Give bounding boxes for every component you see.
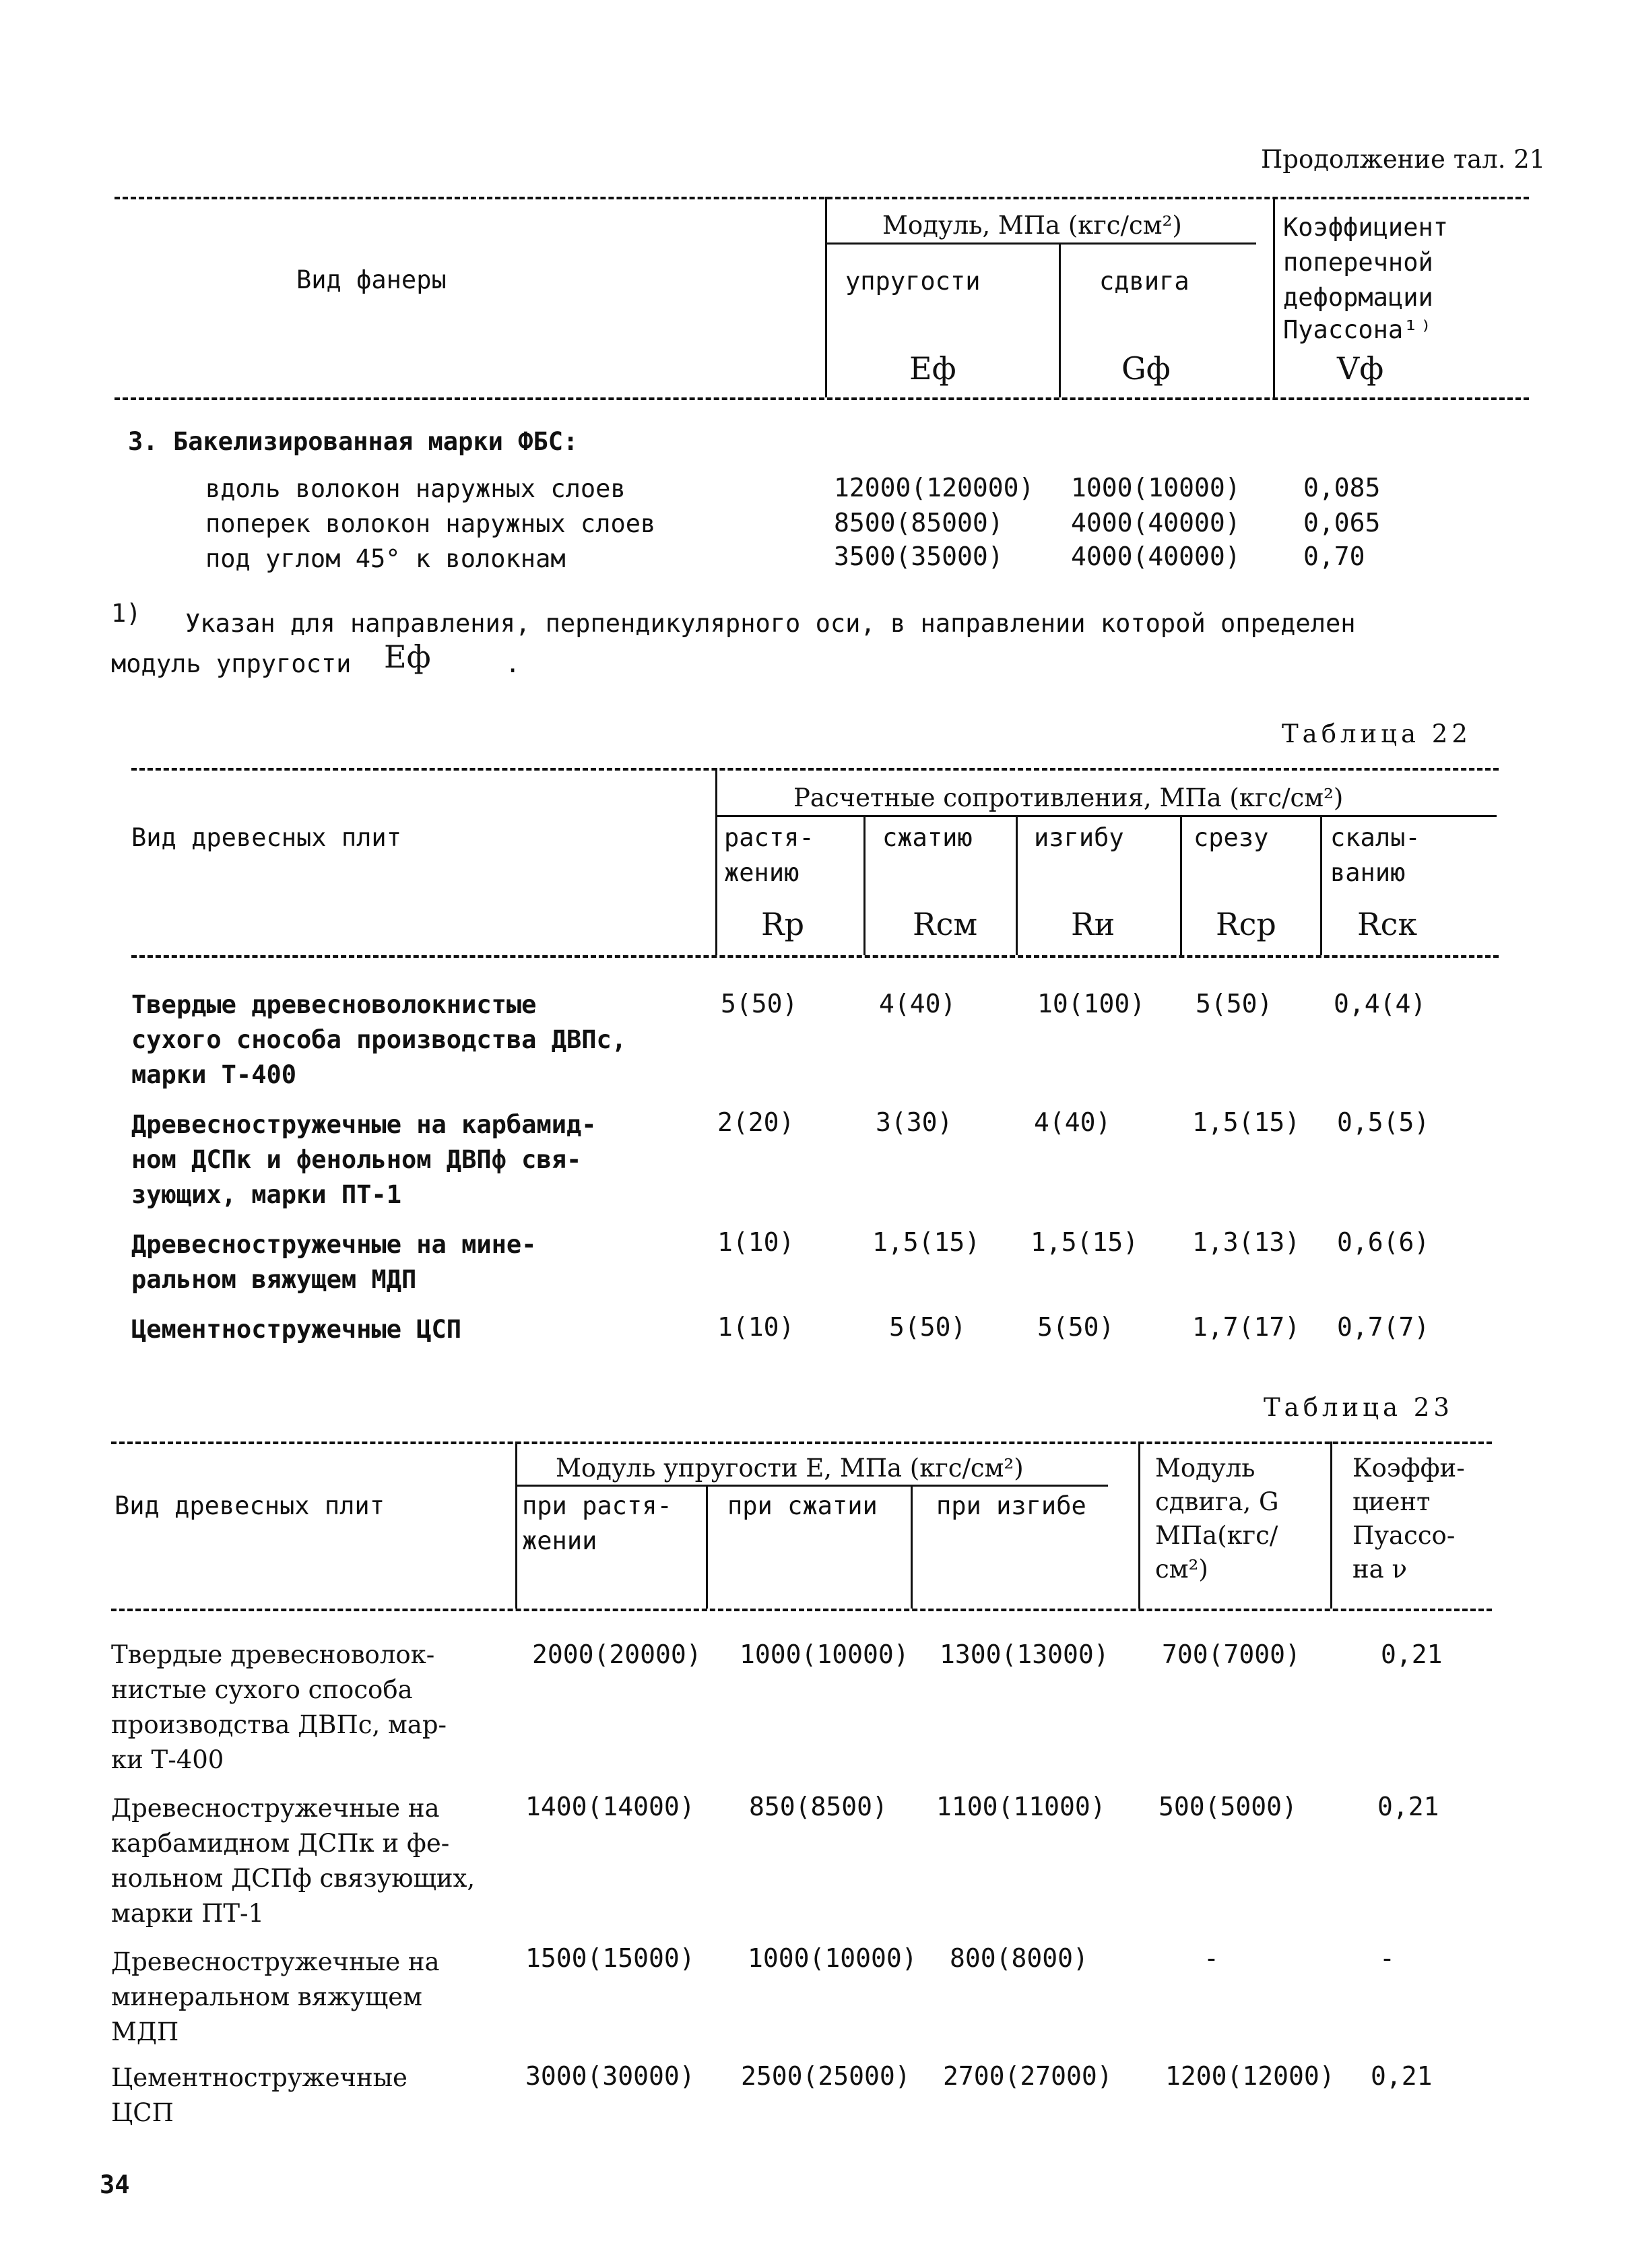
row-label: Твердые древесноволок- [111, 1640, 435, 1669]
table22-sub-bending: изгибу [1034, 823, 1124, 852]
cell-elastic: 8500(85000) [834, 508, 1004, 538]
cell-poisson: 0,70 [1303, 542, 1365, 571]
row-label: Древесностружечные на [111, 1947, 440, 1976]
cell-value: 1,3(13) [1192, 1227, 1301, 1257]
table22-group-rule [715, 815, 1497, 817]
table23-header-bottom-rule [111, 1609, 1492, 1611]
cell-value: 5(50) [721, 989, 798, 1018]
footnote-sym: Eф [384, 639, 431, 675]
cell-shear: 1000(10000) [1071, 473, 1241, 503]
row-label: Древесностружечные на [111, 1794, 440, 1823]
cell-poisson: 0,065 [1303, 508, 1381, 538]
cell-value: 800(8000) [950, 1943, 1088, 1973]
row-label: поперек волокон наружных слоев [205, 509, 656, 538]
table21-top-rule [115, 197, 1529, 199]
cell-value: 4(40) [1034, 1107, 1111, 1137]
cell-value: 1(10) [717, 1312, 795, 1342]
table21-col-elastic: упругости [845, 267, 981, 296]
table21-col-shear: сдвига [1099, 267, 1189, 296]
cell-value: 5(50) [1196, 989, 1273, 1018]
row-label: МДП [111, 2017, 179, 2046]
row-label: Твердые древесноволокнистые [131, 990, 537, 1019]
row-label: марки ПТ-1 [111, 1899, 265, 1928]
row-label: Цементностружечные [111, 2063, 407, 2092]
cell-value: 2000(20000) [532, 1640, 702, 1669]
cell-value: 1400(14000) [525, 1792, 695, 1821]
cell-value: 0,21 [1381, 1640, 1443, 1669]
cell-value: - [1379, 1943, 1395, 1973]
cell-value: 2500(25000) [741, 2061, 911, 2091]
table22-title: Таблица 22 [1282, 719, 1472, 748]
table22-vline-3 [1016, 816, 1018, 955]
table23-col-shear-2: сдвига, G [1155, 1487, 1279, 1516]
cell-shear: 4000(40000) [1071, 542, 1241, 571]
row-label: нистые сухого способа [111, 1675, 413, 1704]
cell-value: 3(30) [876, 1107, 953, 1137]
table21-header-bottom-rule [115, 397, 1529, 400]
row-label: нольном ДСПф связующих, [111, 1864, 476, 1893]
cell-value: 0,4(4) [1334, 989, 1427, 1018]
table23-col-poisson-2: циент [1352, 1487, 1431, 1516]
table22-vline-1 [715, 768, 717, 955]
table23-col-type: Вид древесных плит [115, 1491, 385, 1520]
row-label: вдоль волокон наружных слоев [205, 474, 626, 503]
cell-value: 0,7(7) [1337, 1312, 1430, 1342]
table21-sym-v: Vф [1337, 350, 1384, 387]
table23-col-shear-1: Модуль [1155, 1454, 1255, 1483]
cell-value: 1,7(17) [1192, 1312, 1301, 1342]
table22-sym-r-sr: Rср [1216, 906, 1276, 942]
table22-sym-r-i: Rи [1071, 906, 1115, 942]
table21-vline-2 [1059, 244, 1061, 397]
table22-header-bottom-rule [131, 955, 1499, 958]
table23-col-shear-3: МПа(кгс/ [1155, 1521, 1278, 1550]
row-label: минеральном вяжущем [111, 1982, 422, 2011]
footnote-line2: модуль упругости [111, 649, 352, 678]
table21-col-poisson-1: Коэффициент [1283, 213, 1449, 242]
cell-value: 1500(15000) [525, 1943, 695, 1973]
row-label: под углом 45° к волокнам [205, 544, 566, 573]
table23-top-rule [111, 1441, 1492, 1444]
table23-col-group: Модуль упругости Е, МПа (кгс/см²) [556, 1454, 1024, 1483]
table23-col-poisson-1: Коэффи- [1352, 1454, 1465, 1483]
cell-shear: 4000(40000) [1071, 508, 1241, 538]
cell-value: 1300(13000) [940, 1640, 1109, 1669]
footnote-line1: Указан для направления, перпендикулярного оси, в направлении которой определен [185, 609, 1356, 638]
row-label: ки Т-400 [111, 1745, 224, 1774]
cell-value: 0,21 [1371, 2061, 1433, 2091]
footnote-mark: 1) [111, 599, 141, 628]
table23-sub-bending: при изгибе [936, 1491, 1086, 1520]
table22-sub-tension-1: растя- [724, 823, 814, 852]
table22-sym-r-sk: Rск [1357, 906, 1418, 942]
table22-sub-chipping-1: скалы- [1330, 823, 1421, 852]
table22-sub-tension-2: жению [724, 858, 799, 887]
table22-sym-r-sm: Rсм [913, 906, 978, 942]
table22-col-group: Расчетные сопротивления, МПа (кгс/см²) [793, 783, 1344, 812]
table22-sub-shear: срезу [1194, 823, 1269, 852]
cell-value: 1000(10000) [748, 1943, 917, 1973]
table22-top-rule [131, 768, 1499, 771]
cell-value: 1000(10000) [740, 1640, 909, 1669]
cell-elastic: 3500(35000) [834, 542, 1004, 571]
row-label: зующих, марки ПТ-1 [131, 1180, 401, 1209]
cell-value: 10(100) [1037, 989, 1146, 1018]
table21-section: 3. Бакелизированная марки ФБС: [128, 427, 579, 456]
cell-value: 500(5000) [1158, 1792, 1297, 1821]
table23-vline-2 [706, 1486, 708, 1609]
row-label: Древесностружечные на карбамид- [131, 1110, 597, 1139]
table21-col-poisson-2: поперечной [1283, 248, 1433, 277]
table22-vline-2 [863, 816, 866, 955]
row-label: карбамидном ДСПк и фе- [111, 1829, 450, 1858]
cell-value: 850(8500) [749, 1792, 888, 1821]
cell-value: 0,5(5) [1337, 1107, 1430, 1137]
cell-value: 0,21 [1377, 1792, 1439, 1821]
cell-value: 2700(27000) [943, 2061, 1113, 2091]
row-label: Цементностружечные ЦСП [131, 1315, 462, 1344]
table23-sub-compression: при сжатии [727, 1491, 878, 1520]
cell-value: 4(40) [879, 989, 956, 1018]
cell-value: 3000(30000) [525, 2061, 695, 2091]
table23-sub-tension-1: при растя- [522, 1491, 672, 1520]
page-number: 34 [100, 2170, 130, 2199]
cell-value: 5(50) [1037, 1312, 1115, 1342]
cell-value: 1(10) [717, 1227, 795, 1257]
table22-vline-5 [1320, 816, 1322, 955]
table23-sub-tension-2: жении [522, 1526, 597, 1555]
row-label: Древесностружечные на мине- [131, 1230, 537, 1259]
cell-value: 700(7000) [1162, 1640, 1301, 1669]
table21-vline-1 [825, 197, 827, 397]
row-label: марки Т-400 [131, 1060, 297, 1089]
table23-col-poisson-4: на ν [1352, 1555, 1407, 1584]
table23-title: Таблица 23 [1264, 1393, 1454, 1422]
cell-value: 1100(11000) [936, 1792, 1106, 1821]
table21-col-type: Вид фанеры [296, 265, 447, 294]
table22-vline-4 [1180, 816, 1182, 955]
footnote-end: . [505, 649, 521, 678]
table21-vline-3 [1273, 197, 1275, 397]
cell-value: - [1204, 1943, 1219, 1973]
cell-poisson: 0,085 [1303, 473, 1381, 503]
row-label: производства ДВПс, мар- [111, 1710, 447, 1739]
cell-value: 1,5(15) [872, 1227, 981, 1257]
table21-sym-g: Gф [1121, 350, 1171, 387]
table22-sym-r-p: Rр [761, 906, 805, 942]
table23-vline-4 [1138, 1441, 1140, 1609]
table23-col-poisson-3: Пуассо- [1352, 1521, 1456, 1550]
cell-value: 5(50) [889, 1312, 967, 1342]
table22-col-type: Вид древесных плит [131, 823, 401, 852]
table21-col-poisson-4: Пуассона¹⁾ [1283, 315, 1433, 344]
cell-value: 1,5(15) [1192, 1107, 1301, 1137]
cell-value: 2(20) [717, 1107, 795, 1137]
table21-sym-e: Eф [909, 350, 956, 387]
table22-sub-compression: сжатию [882, 823, 973, 852]
row-label: сухого снособа производства ДВПс, [131, 1025, 627, 1054]
table23-col-shear-4: см²) [1155, 1555, 1208, 1584]
row-label: ном ДСПк и фенольном ДВПф свя- [131, 1145, 582, 1174]
table22-sub-chipping-2: ванию [1330, 858, 1406, 887]
table21-group-rule [825, 242, 1256, 245]
row-label: ральном вяжущем МДП [131, 1265, 417, 1294]
table23-vline-1 [515, 1441, 517, 1609]
continuation-label: Продолжение тал. 21 [1261, 145, 1546, 174]
cell-value: 1200(12000) [1165, 2061, 1335, 2091]
table23-vline-5 [1330, 1441, 1332, 1609]
cell-elastic: 12000(120000) [834, 473, 1035, 503]
cell-value: 1,5(15) [1031, 1227, 1139, 1257]
table21-col-poisson-3: деформации [1283, 283, 1433, 312]
table21-col-modulus: Модуль, МПа (кгс/см²) [882, 211, 1182, 240]
table23-vline-3 [911, 1486, 913, 1609]
cell-value: 0,6(6) [1337, 1227, 1430, 1257]
row-label: ЦСП [111, 2098, 174, 2127]
